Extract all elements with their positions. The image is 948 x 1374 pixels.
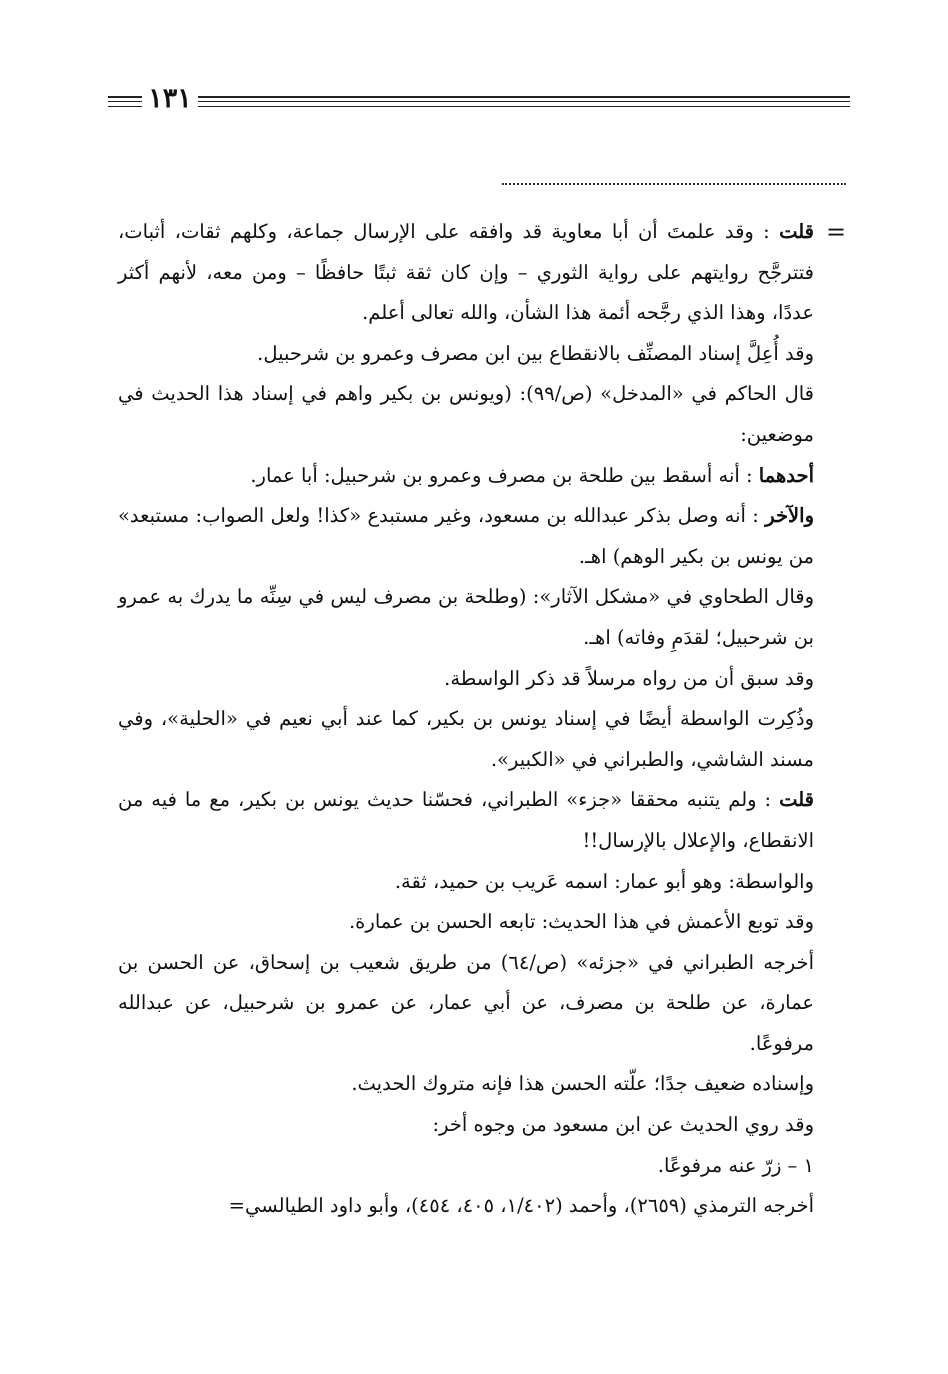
header-rule-left [108, 96, 142, 107]
paragraph [118, 699, 814, 780]
page-number: ١٣١ [144, 84, 196, 114]
paragraph-text: وقد توبع الأعمش في هذا الحديث: تابعه الحسن بن عمارة. [348, 910, 814, 934]
paragraph-text: وذُكِرت الواسطة أيضًا في إسناد يونس بن بكير، كما عند أبي نعيم في «الحلية»، وفي مسند الشاشي، والطبراني في «الكبير». [118, 707, 814, 771]
paragraph [118, 212, 814, 334]
paragraph-text: وقد سبق أن من رواه مرسلاً قد ذكر الواسطة. [444, 666, 814, 690]
paragraph-text: وإسناده ضعيف جدًا؛ علّته الحسن هذا فإنه متروك الحديث. [351, 1072, 814, 1096]
paragraph-text: وقال الطحاوي في «مشكل الآثار»: (وطلحة بن مصرف ليس في سِنِّه ما يدرك به عمرو بن شرحبيل؛ لقدَمِ وفاته) اهـ. [118, 585, 814, 649]
paragraph-text: : أنه أسقط بين طلحة بن مصرف وعمرو بن شرحبيل: أبا عمار. [250, 463, 753, 487]
paragraph-lead: والآخر [765, 504, 814, 528]
paragraph-text: قال الحاكم في «المدخل» (ص/٩٩): (ويونس بن بكير واهم في إسناد هذا الحديث في موضعين: [118, 382, 814, 446]
paragraph [118, 902, 814, 943]
paragraph-text: : ولم يتنبه محققا «جزء» الطبراني، فحسّنا حديث يونس بن بكير، مع ما فيه من الانقطاع، والإعلال بالإرسال!! [118, 788, 814, 852]
paragraph [118, 577, 814, 658]
dotted-separator [502, 183, 846, 185]
paragraph-text: أخرجه الترمذي (٢٦٥٩)، وأحمد (١/٤٠٢، ٤٠٥، ٤٥٤)، وأبو داود الطيالسي= [228, 1194, 814, 1218]
header-rule-right [198, 96, 850, 107]
paragraph [118, 1186, 814, 1227]
paragraph [118, 334, 814, 375]
paragraph [118, 374, 814, 455]
paragraph [118, 496, 814, 577]
paragraph-lead: قلت [779, 788, 814, 812]
paragraph [118, 943, 814, 1065]
paragraph [118, 1064, 814, 1105]
paragraph [118, 780, 814, 861]
paragraph-lead: قلت [779, 220, 815, 243]
paragraph [118, 862, 814, 903]
paragraph-text: وقد روي الحديث عن ابن مسعود من وجوه أخر: [432, 1113, 814, 1137]
paragraph-text: وقد أُعِلَّ إسناد المصنِّف بالانقطاع بين ابن مصرف وعمرو بن شرحبيل. [257, 341, 814, 365]
paragraph-text: : أنه وصل بذكر عبدالله بن مسعود، وغير مستبدع «كذا! ولعل الصواب: مستبعد» من يونس بن بكير الوهم) اهـ. [118, 504, 814, 568]
page-body [118, 212, 814, 1227]
paragraph-text: ١ – زرّ عنه مرفوعًا. [657, 1153, 814, 1177]
paragraph-lead: أحدهما [758, 463, 814, 487]
paragraph [118, 1146, 814, 1187]
paragraph-text: والواسطة: وهو أبو عمار: اسمه عَريب بن حميد، ثقة. [394, 869, 814, 893]
page-header [108, 83, 850, 118]
paragraph [118, 456, 814, 497]
continuation-mark: = [826, 218, 847, 246]
paragraph-text: : وقد علمتَ أن أبا معاوية قد وافقه على الإرسال جماعة، وكلهم ثقات، أثبات، فتترجَّح روايتهم على رواية الثوري – وإن كان ثقة ثبتًا حافظًا – ومن معه، لأنهم أكثر عددًا، وهذا الذي رجَّحه أئمة هذا الشأن، والله تعالى أعلم. [118, 220, 814, 325]
paragraph-text: أخرجه الطبراني في «جزئه» (ص/٦٤) من طريق شعيب بن إسحاق، عن الحسن بن عمارة، عن طلحة بن مصرف، عن أبي عمار، عن عمرو بن شرحبيل، عن عبدالله مرفوعًا. [118, 950, 814, 1055]
paragraph [118, 1105, 814, 1146]
paragraph [118, 659, 814, 700]
